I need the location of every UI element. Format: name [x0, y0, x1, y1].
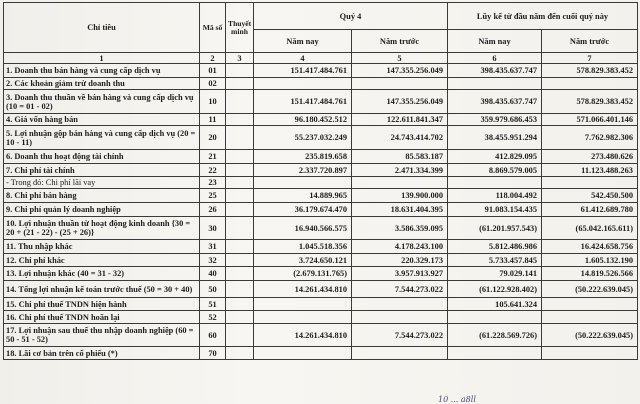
col-number: 5 [352, 53, 448, 64]
q4-this-year-value [254, 78, 352, 90]
ytd-this-year-value: 118.004.492 [448, 189, 542, 203]
ytd-this-year-value: (61.201.957.543) [448, 217, 542, 240]
q4-this-year-value: 151.417.484.761 [254, 90, 352, 114]
row-label: 8. Chi phí bán hàng [4, 189, 200, 203]
q4-last-year-value: 139.900.000 [352, 189, 448, 203]
row-note [226, 217, 254, 240]
row-note [226, 189, 254, 203]
row-label: 9. Chi phí quản lý doanh nghiệp [4, 203, 200, 217]
table-row [4, 150, 638, 164]
row-label: 16. Chi phí thuế TNDN hoãn lại [4, 311, 200, 324]
header-thuyet-minh: Thuyết minh [226, 3, 254, 53]
table-row [4, 64, 638, 78]
ytd-this-year-value: 79.029.141 [448, 267, 542, 281]
col-number: 3 [226, 53, 254, 64]
q4-last-year-value [352, 298, 448, 311]
header-chi-tieu: Chỉ tiêu [4, 3, 200, 53]
q4-last-year-value: 3.957.913.927 [352, 267, 448, 281]
ytd-last-year-value [542, 311, 638, 324]
row-code: 32 [200, 254, 226, 267]
row-code: 20 [200, 126, 226, 150]
ytd-this-year-value [448, 78, 542, 90]
table-row [4, 189, 638, 203]
ytd-last-year-value: 273.480.626 [542, 150, 638, 164]
row-label: 10. Lợi nhuận thuần từ hoạt động kinh doanh {30 = 20 + (21 - 22) - (25 + 26)} [4, 217, 200, 240]
q4-last-year-value [352, 311, 448, 324]
q4-last-year-value: 147.355.256.049 [352, 64, 448, 78]
q4-this-year-value: 3.724.650.121 [254, 254, 352, 267]
ytd-this-year-value: 359.979.686.453 [448, 114, 542, 126]
row-note [226, 347, 254, 360]
column-number-row [4, 53, 638, 64]
row-code: 21 [200, 150, 226, 164]
ytd-this-year-value: 398.435.637.747 [448, 90, 542, 114]
ytd-last-year-value [542, 177, 638, 189]
ytd-last-year-value: 61.412.689.780 [542, 203, 638, 217]
row-label: 11. Thu nhập khác [4, 240, 200, 254]
row-code: 52 [200, 311, 226, 324]
q4-last-year-value: 2.471.334.399 [352, 164, 448, 177]
ytd-last-year-value [542, 347, 638, 360]
header-lk-nam-nay: Năm nay [448, 30, 542, 53]
row-note [226, 267, 254, 281]
row-note [226, 177, 254, 189]
q4-this-year-value [254, 298, 352, 311]
row-code: 22 [200, 164, 226, 177]
row-label: 7. Chi phí tài chính [4, 164, 200, 177]
table-row [4, 267, 638, 281]
table-row [4, 217, 638, 240]
q4-this-year-value: 96.180.452.512 [254, 114, 352, 126]
q4-this-year-value: 14.261.434.810 [254, 324, 352, 347]
ytd-this-year-value: 412.829.095 [448, 150, 542, 164]
ytd-this-year-value: 5.733.457.845 [448, 254, 542, 267]
ytd-this-year-value: 91.083.154.435 [448, 203, 542, 217]
q4-this-year-value: 235.819.658 [254, 150, 352, 164]
table-row [4, 164, 638, 177]
row-label: 1. Doanh thu bán hàng và cung cấp dịch vụ [4, 64, 200, 78]
ytd-last-year-value: (50.222.639.045) [542, 324, 638, 347]
row-label: 4. Giá vốn hàng bán [4, 114, 200, 126]
row-label: 17. Lợi nhuận sau thuế thu nhập doanh nghiệp (60 = 50 - 51 - 52) [4, 324, 200, 347]
row-code: 25 [200, 189, 226, 203]
row-code: 26 [200, 203, 226, 217]
row-label: 15. Chi phí thuế TNDN hiện hành [4, 298, 200, 311]
table-row [4, 126, 638, 150]
ytd-last-year-value: 571.066.401.146 [542, 114, 638, 126]
row-note [226, 78, 254, 90]
q4-last-year-value [352, 177, 448, 189]
row-note [226, 324, 254, 347]
header-luy-ke: Lũy kế từ đầu năm đến cuối quý này [448, 3, 638, 30]
q4-this-year-value: 16.940.566.575 [254, 217, 352, 240]
row-code: 40 [200, 267, 226, 281]
ytd-last-year-value: 16.424.658.756 [542, 240, 638, 254]
table-row [4, 114, 638, 126]
row-code: 60 [200, 324, 226, 347]
ytd-last-year-value: 11.123.488.263 [542, 164, 638, 177]
q4-last-year-value: 3.586.359.095 [352, 217, 448, 240]
row-label: 3. Doanh thu thuần về bán hàng và cung cấp dịch vụ (10 = 01 - 02) [4, 90, 200, 114]
table-row [4, 254, 638, 267]
q4-this-year-value: 151.417.484.761 [254, 64, 352, 78]
table-row [4, 203, 638, 217]
row-note [226, 114, 254, 126]
ytd-this-year-value [448, 177, 542, 189]
col-number: 6 [448, 53, 542, 64]
header-quy4: Quý 4 [254, 3, 448, 30]
q4-this-year-value: (2.679.131.765) [254, 267, 352, 281]
ytd-last-year-value: 578.829.383.452 [542, 90, 638, 114]
row-note [226, 126, 254, 150]
ytd-last-year-value: 14.819.526.566 [542, 267, 638, 281]
q4-last-year-value: 220.329.173 [352, 254, 448, 267]
row-note [226, 281, 254, 298]
row-label: 13. Lợi nhuận khác (40 = 31 - 32) [4, 267, 200, 281]
row-code: 70 [200, 347, 226, 360]
row-note [226, 164, 254, 177]
header-q4-nam-truoc: Năm trước [352, 30, 448, 53]
ytd-last-year-value: (65.042.165.611) [542, 217, 638, 240]
ytd-this-year-value: (61.122.928.402) [448, 281, 542, 298]
row-code: 02 [200, 78, 226, 90]
ytd-last-year-value [542, 298, 638, 311]
table-row [4, 177, 638, 189]
row-code: 11 [200, 114, 226, 126]
q4-last-year-value: 18.631.404.395 [352, 203, 448, 217]
row-code: 50 [200, 281, 226, 298]
ytd-this-year-value [448, 311, 542, 324]
row-label: 5. Lợi nhuận gộp bán hàng và cung cấp dịch vụ (20 = 10 - 11) [4, 126, 200, 150]
row-note [226, 311, 254, 324]
row-label: 18. Lãi cơ bản trên cổ phiếu (*) [4, 347, 200, 360]
ytd-last-year-value [542, 78, 638, 90]
table-body [4, 64, 638, 360]
q4-last-year-value: 85.583.187 [352, 150, 448, 164]
table-row [4, 311, 638, 324]
row-note [226, 298, 254, 311]
row-code: 51 [200, 298, 226, 311]
q4-this-year-value [254, 177, 352, 189]
ytd-this-year-value: 8.869.579.005 [448, 164, 542, 177]
row-note [226, 150, 254, 164]
ytd-last-year-value: 1.605.132.190 [542, 254, 638, 267]
q4-this-year-value: 14.889.965 [254, 189, 352, 203]
table-row [4, 324, 638, 347]
row-note [226, 254, 254, 267]
q4-this-year-value: 2.337.720.897 [254, 164, 352, 177]
q4-last-year-value: 24.743.414.702 [352, 126, 448, 150]
col-number: 2 [200, 53, 226, 64]
table-row [4, 78, 638, 90]
row-label: 12. Chi phí khác [4, 254, 200, 267]
ytd-this-year-value: 38.455.951.294 [448, 126, 542, 150]
row-code: 30 [200, 217, 226, 240]
q4-last-year-value: 122.611.841.347 [352, 114, 448, 126]
ytd-last-year-value: 542.450.500 [542, 189, 638, 203]
q4-last-year-value [352, 347, 448, 360]
row-label: 14. Tổng lợi nhuận kế toán trước thuế (50 = 30 + 40) [4, 281, 200, 298]
q4-last-year-value: 4.178.243.100 [352, 240, 448, 254]
income-statement-table [3, 2, 638, 360]
q4-this-year-value: 14.261.434.810 [254, 281, 352, 298]
ytd-this-year-value: 105.641.324 [448, 298, 542, 311]
q4-last-year-value: 7.544.273.022 [352, 281, 448, 298]
header-q4-nam-nay: Năm nay [254, 30, 352, 53]
row-note [226, 90, 254, 114]
q4-this-year-value [254, 347, 352, 360]
ytd-this-year-value: 398.435.637.747 [448, 64, 542, 78]
table-row [4, 240, 638, 254]
row-label: 6. Doanh thu hoạt động tài chính [4, 150, 200, 164]
row-code: 23 [200, 177, 226, 189]
header-lk-nam-truoc: Năm trước [542, 30, 638, 53]
q4-this-year-value [254, 311, 352, 324]
table-row [4, 347, 638, 360]
row-code: 31 [200, 240, 226, 254]
table-row [4, 90, 638, 114]
ytd-this-year-value: (61.228.569.726) [448, 324, 542, 347]
q4-this-year-value: 1.045.518.356 [254, 240, 352, 254]
row-note [226, 64, 254, 78]
table-row [4, 281, 638, 298]
ytd-this-year-value: 5.812.486.986 [448, 240, 542, 254]
q4-last-year-value: 7.544.273.022 [352, 324, 448, 347]
q4-this-year-value: 55.237.032.249 [254, 126, 352, 150]
ytd-this-year-value [448, 347, 542, 360]
row-label: 2. Các khoản giảm trừ doanh thu [4, 78, 200, 90]
header-row-1 [4, 3, 638, 30]
row-code: 10 [200, 90, 226, 114]
ytd-last-year-value: 7.762.982.306 [542, 126, 638, 150]
q4-last-year-value: 147.355.256.049 [352, 90, 448, 114]
row-note [226, 240, 254, 254]
col-number: 4 [254, 53, 352, 64]
row-note [226, 203, 254, 217]
ytd-last-year-value: (50.222.639.045) [542, 281, 638, 298]
row-code: 01 [200, 64, 226, 78]
col-number: 1 [4, 53, 200, 64]
row-label: - Trong đó: Chi phí lãi vay [4, 177, 200, 189]
col-number: 7 [542, 53, 638, 64]
header-ma-so: Mã số [200, 3, 226, 53]
ytd-last-year-value: 578.829.383.452 [542, 64, 638, 78]
table-row [4, 298, 638, 311]
handwritten-scrawl: 10 ... a8ll [438, 395, 476, 404]
q4-this-year-value: 36.179.674.470 [254, 203, 352, 217]
q4-last-year-value [352, 78, 448, 90]
